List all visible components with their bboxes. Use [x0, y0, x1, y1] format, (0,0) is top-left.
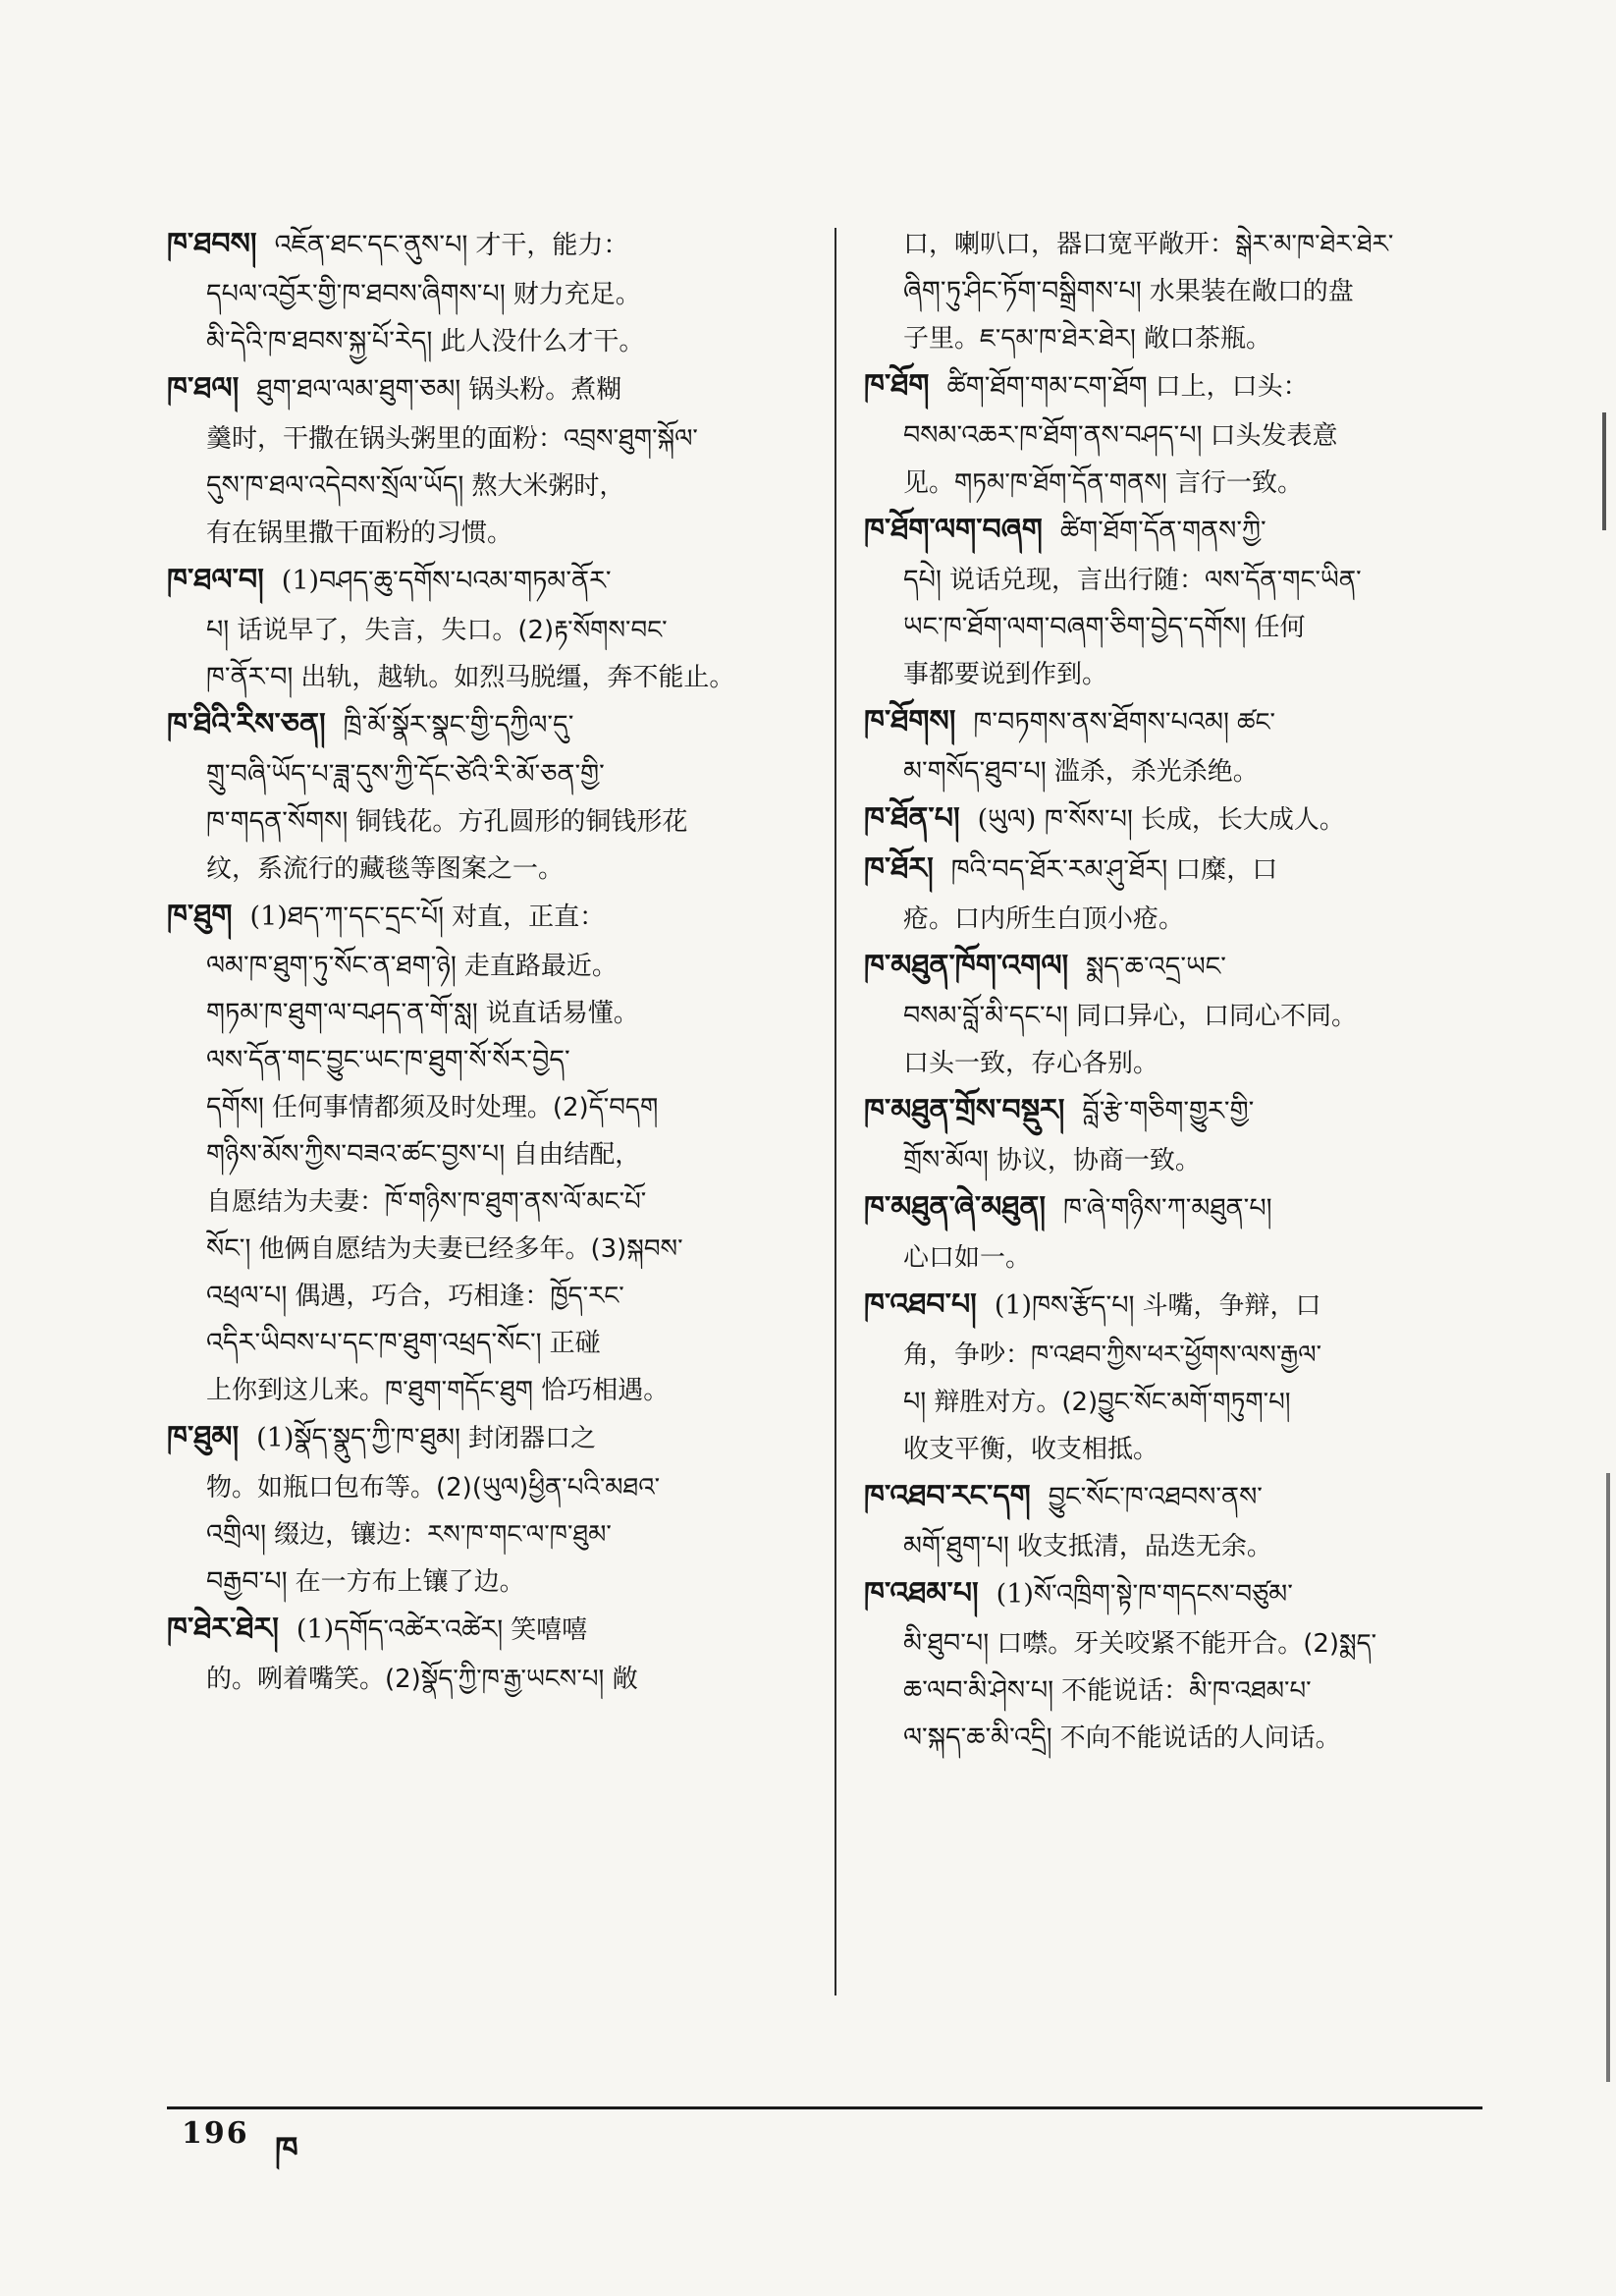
chinese-text: 任何 [1254, 613, 1306, 642]
tibetan-text: འཕྲལ་པ། [206, 1281, 288, 1311]
entry-continuation-line [864, 1332, 1492, 1379]
chinese-definition: 笑嘻嘻 [511, 1615, 588, 1645]
chinese-text: 角，争吵：ཁ་འཐབ་ཀྱིས་ཕར་ཕྱོགས་ལས་རྒྱལ་ [903, 1340, 1322, 1370]
entry-first-line [864, 1473, 1492, 1521]
chinese-text: 偶遇，巧合，巧相逢：ཁྱོད་རང་ [295, 1282, 624, 1311]
headword: ཁ་ཐབས། [167, 227, 257, 261]
entry-continuation-line [167, 751, 795, 798]
entry-continuation-line [864, 1234, 1492, 1282]
entry-continuation-line [864, 1667, 1492, 1715]
chinese-text: 自愿结为夫妻：ཁོ་གཉིས་ཁ་ཐུག་ནས་ལོ་མང་པོ་ [206, 1187, 647, 1217]
tibetan-definition: བྱུང་སོང་ཁ་འཐབས་ནས་ [1048, 1482, 1263, 1512]
entry-first-line [167, 557, 795, 605]
headword: ཁ་མཐུན་གྲོས་བསྡུར། [864, 1093, 1065, 1127]
chinese-text: 他俩自愿结为夫妻已经多年。(3)སྐབས་ [258, 1234, 683, 1264]
entry-first-line [864, 362, 1492, 410]
dictionary-entry [167, 893, 795, 1414]
entry-first-line [864, 507, 1492, 555]
chinese-text: 协议，协商一致。 [996, 1146, 1201, 1175]
entry-continuation-line [167, 1320, 795, 1367]
chinese-text: 说直话易懂。 [485, 999, 639, 1028]
chinese-text: 财力充足。 [512, 280, 641, 309]
entry-continuation-line [864, 1715, 1492, 1762]
chinese-text: 任何事情都须及时处理。(2)དོ་བདག [271, 1093, 659, 1122]
tibetan-definition: (1)སོ་འཁྲིག་སྟེ་ཁ་གདངས་བཙུམ་ [996, 1579, 1293, 1610]
tibetan-text: བརྒྱབ་པ། [206, 1566, 288, 1597]
chinese-text: 口头发表意 [1210, 421, 1338, 451]
entry-continuation-line [167, 1367, 795, 1414]
chinese-text: 铜钱花。方孔圆形的铜钱形花 [355, 807, 688, 837]
tibetan-text: དགོས། [206, 1092, 264, 1122]
tibetan-definition: ཁའི་བད་ཐོར་རམ་ཤུ་ཐོར། [950, 854, 1168, 885]
headword: ཁ་ཐོག་ལག་བཞག [864, 513, 1043, 547]
chinese-text: 不能说话：མི་ཁ་འཐམ་པ་ [1061, 1676, 1312, 1706]
entry-continuation-line [864, 651, 1492, 698]
dictionary-entry [864, 507, 1492, 698]
tibetan-definition: ཚིག་ཐོག་དོན་གནས་ཀྱི་ [1059, 516, 1266, 546]
tibetan-text: བསམ་བློ་མི་དང་པ། [903, 1001, 1068, 1031]
headword: ཁ་ཐོགས། [864, 704, 956, 738]
tibetan-text: གྲོས་མོལ། [903, 1145, 989, 1175]
entry-continuation-line [167, 846, 795, 893]
chinese-definition: 长成，长大成人。 [1140, 805, 1345, 835]
chinese-text: 辩胜对方。(2)བྱུང་སོང་མགོ་གཏུག་པ། [934, 1388, 1291, 1417]
entry-continuation-line [167, 415, 795, 463]
footer-rule [167, 2106, 1482, 2109]
entry-first-line [864, 943, 1492, 991]
tibetan-definition: ཁ་བཏགས་ནས་ཐོགས་པའམ། [973, 707, 1229, 738]
tibetan-definition: སྨད་ཆ་འདྲ་ཡང་ [1086, 952, 1226, 982]
entry-continuation-line [167, 1656, 795, 1703]
entry-continuation-line [167, 1131, 795, 1178]
chinese-text: 心口如一。 [903, 1243, 1032, 1273]
chinese-text: 有在锅里撒干面粉的习惯。 [206, 519, 513, 548]
chinese-text: 见。གཏམ་ཁ་ཐོག་དོན་གནས། 言行一致。 [903, 468, 1304, 498]
tibetan-text: བསམ་འཆར་ཁ་ཐོག་ནས་བཤད་པ། [903, 420, 1203, 451]
left-column [167, 221, 795, 1703]
tibetan-text: ཞིག་ཏུ་ཤིང་ཏོག་བསྒྲིགས་པ། [903, 276, 1142, 306]
tibetan-definition: ཚིག་ཐོག་གམ་ངག་ཐོག [946, 371, 1148, 402]
chinese-definition: 锅头粉。煮糊 [468, 375, 622, 405]
entry-continuation-line [864, 1523, 1492, 1570]
chinese-text: 上你到这儿来。ཁ་ཐུག་གདོང་ཐུག 恰巧相遇。 [206, 1376, 670, 1405]
headword: ཁ་འཐབ་རང་དག [864, 1479, 1031, 1513]
dictionary-entry [167, 365, 795, 557]
headword: ཁ་མཐུན་ཁོག་འགལ། [864, 949, 1069, 983]
entry-continuation-line [864, 412, 1492, 460]
chinese-text: 话说早了，失言，失口。(2)རྟ་སོགས་བང་ [237, 616, 668, 645]
entry-continuation-line [167, 271, 795, 318]
tibetan-text: ཁ་གདན་སོགས། [206, 806, 349, 837]
headword: ཁ་ཐོག [864, 368, 930, 403]
entry-continuation-line [167, 1084, 795, 1131]
tibetan-definition: ཁྲི་མོ་སྣོར་སྣང་གྱི་དཀྱིལ་དུ་ [343, 710, 574, 740]
tibetan-text: འགྲིལ། [206, 1519, 267, 1550]
headword: ཁ་མཐུན་ཞེ་མཐུན། [864, 1190, 1047, 1225]
headword: ཁ་ཐུམ། [167, 1420, 240, 1454]
entry-first-line [167, 365, 795, 413]
chinese-text: 说话兑现，言出行随：ལས་དོན་གང་ཡིན་ [948, 566, 1362, 595]
entry-continuation-line [864, 748, 1492, 795]
edge-mark [1602, 412, 1606, 530]
dictionary-entry [864, 1087, 1492, 1184]
dictionary-entry [167, 557, 795, 701]
headword: ཁ་ཐེར་ཐེར། [167, 1612, 279, 1646]
dictionary-entry [864, 943, 1492, 1087]
headword: ཁ་ཐུག [167, 899, 233, 933]
tibetan-definition: བློ་རྩེ་གཅིག་གྱུར་གྱི་ [1082, 1096, 1255, 1126]
tibetan-definition: འཇོན་ཐང་དང་ནུས་པ། [274, 230, 468, 260]
tibetan-text: མ་གསོད་ཐུབ་པ། [903, 756, 1047, 787]
tibetan-definition: ཐུག་ཐལ་ལམ་ཐུག་ཅམ། [256, 374, 461, 405]
chinese-definition: 口糜，口 [1175, 855, 1278, 885]
entry-continuation-line [167, 607, 795, 654]
dictionary-entry [167, 1606, 795, 1703]
section-letter: ཁ [275, 2130, 298, 2169]
tibetan-text: མི་ཐུབ་པ། [903, 1628, 990, 1659]
tibetan-definition: ཁ་ཞེ་གཉིས་ཀ་མཐུན་པ། [1063, 1193, 1272, 1224]
entry-continuation-line [864, 896, 1492, 943]
chinese-text: 纹，系流行的藏毯等图案之一。 [206, 854, 565, 884]
chinese-text: 羹时，干撒在锅头粥里的面粉：འབྲས་ཐུག་སྐོལ་ [206, 424, 698, 454]
entry-first-line [167, 893, 795, 941]
tibetan-text: སོང་། [206, 1233, 251, 1264]
entry-first-line [167, 221, 795, 269]
chinese-definition: 口上，口头： [1155, 372, 1309, 402]
tibetan-text: ལས་དོན་གང་བྱུང་ཡང་ཁ་ཐུག་སོ་སོར་བྱེད་ [206, 1045, 570, 1075]
tibetan-text: དཔེ། [903, 565, 942, 595]
dictionary-entry [864, 795, 1492, 844]
dictionary-entry [864, 1282, 1492, 1473]
entry-continuation-line [167, 1464, 795, 1511]
chinese-text: 收支平衡，收支相抵。 [903, 1435, 1159, 1464]
dictionary-entry [167, 1414, 795, 1606]
tibetan-text: ལམ་ཁ་ཐུག་ཏུ་སོང་ན་ཐག་ཉེ། [206, 951, 457, 981]
tibetan-text: མི་དེའི་ཁ་ཐབས་སྐྱ་པོ་རེད། [206, 326, 433, 356]
chinese-definition: 对直，正直： [452, 902, 606, 932]
chinese-text: 的。咧着嘴笑。(2)སྣོད་ཀྱི་ཁ་རྒྱ་ཡངས་པ། 敞 [206, 1665, 638, 1694]
chinese-text: 走直路最近。 [463, 952, 618, 981]
dictionary-entry [864, 221, 1492, 362]
entry-continuation-line [864, 1137, 1492, 1184]
entry-continuation-line [167, 798, 795, 846]
dictionary-entry [167, 221, 795, 365]
tibetan-definition: (ཡུལ) ཁ་སོས་པ། [977, 804, 1133, 835]
chinese-text: 出轨，越轨。如烈马脱缰，奔不能止。 [300, 663, 735, 692]
tibetan-definition: (1)བཤད་ཆུ་དགོས་པའམ་གཏམ་ནོར་ [281, 566, 612, 596]
entry-first-line [864, 1184, 1492, 1232]
chinese-text: 收支抵清，品迭无余。 [1016, 1532, 1272, 1561]
tibetan-text: ཆ་ལབ་མི་ཤེས་པ། [903, 1675, 1054, 1706]
page-number: 196 [182, 2116, 249, 2151]
dictionary-entry [864, 698, 1492, 795]
entry-continuation-line [864, 1040, 1492, 1087]
dictionary-entry [167, 701, 795, 893]
chinese-text: 疮。口内所生白顶小疮。 [903, 904, 1185, 934]
headword: ཁ་ཐལ་བ། [167, 563, 264, 597]
headword: ཁ་འཐབ་པ། [864, 1287, 977, 1322]
entry-first-line [864, 1087, 1492, 1135]
entry-continuation-line [864, 221, 1492, 268]
entry-continuation-line [167, 1226, 795, 1273]
dictionary-entry [864, 362, 1492, 507]
tibetan-text: ཡང་ཁ་ཐོག་ལག་བཞག་ཅིག་བྱེད་དགོས། [903, 612, 1247, 642]
headword: ཁ་ཐོན་པ། [864, 801, 960, 836]
chinese-text: 滥杀，杀光杀绝。 [1053, 757, 1259, 787]
tibetan-text: གཉིས་མོས་ཀྱིས་བཟའ་ཚང་བྱས་པ། [206, 1139, 506, 1170]
tibetan-definition: (1)ཁས་རྩོད་པ། [994, 1290, 1135, 1321]
chinese-text: 此人没什么才干。 [440, 327, 645, 356]
tibetan-text: དཔལ་འབྱོར་གྱི་ཁ་ཐབས་ཞིགས་པ། [206, 279, 506, 309]
entry-continuation-line [864, 268, 1492, 315]
tibetan-text: ཁ་ནོར་བ། [206, 662, 294, 692]
chinese-text: 正碰 [549, 1329, 601, 1358]
tibetan-text: གཏམ་ཁ་ཐུག་ལ་བཤད་ན་གོ་སླ། [206, 998, 478, 1028]
tibetan-text: ལ་སྐད་ཆ་མི་འདྲི། [903, 1722, 1052, 1753]
entry-continuation-line [167, 510, 795, 557]
chinese-text: 口噤。牙关咬紧不能开合。(2)སྨད་ [997, 1629, 1377, 1659]
column-divider [835, 228, 836, 1995]
entry-continuation-line [167, 1037, 795, 1084]
entry-first-line [864, 795, 1492, 844]
entry-first-line [864, 698, 1492, 746]
entry-continuation-line [167, 990, 795, 1037]
entry-continuation-line [864, 1379, 1492, 1426]
chinese-text: 水果装在敞口的盘 [1149, 277, 1354, 306]
entry-continuation-line [167, 1178, 795, 1226]
tibetan-definition: (1)སྣོད་སྣུད་ཀྱི་ཁ་ཐུམ། [256, 1423, 460, 1453]
chinese-text: 不向不能说话的人问话。 [1059, 1723, 1341, 1753]
tibetan-text: གྲུ་བཞི་ཡོད་པ་ཟླ་དུས་ཀྱི་དོང་ཙེའི་རི་མོ་ཅན་གྱི་ [206, 759, 605, 790]
entry-continuation-line [864, 993, 1492, 1040]
entry-first-line [864, 846, 1492, 894]
headword: ཁ་འཐམ་པ། [864, 1576, 979, 1611]
tibetan-text: པ། [903, 1387, 927, 1417]
headword: ཁ་ཐོར། [864, 851, 934, 886]
chinese-text: 自由结配， [512, 1140, 641, 1170]
chinese-definition: 才干，能力： [475, 231, 629, 260]
dictionary-entry [864, 1184, 1492, 1282]
chinese-text: 口，喇叭口，器口宽平敞开：སྒེར་མ་ཁ་ཐེར་ཐེར་ [903, 230, 1394, 259]
entry-continuation-line [864, 604, 1492, 651]
tibetan-text: འདིར་ཡིབས་པ་དང་ཁ་ཐུག་འཕྲད་སོང་། [206, 1328, 542, 1358]
entry-first-line [167, 1414, 795, 1462]
chinese-text: 同口异心，口同心不同。 [1075, 1002, 1357, 1031]
chinese-definition: ཚང་ [1236, 708, 1275, 738]
entry-continuation-line [167, 1511, 795, 1558]
chinese-text: 物。如瓶口包布等。(2)(ཡུལ)ཕྱིན་པའི་མཐའ་ [206, 1473, 661, 1503]
entry-first-line [167, 1606, 795, 1654]
chinese-definition: 封闭器口之 [467, 1424, 596, 1453]
entry-continuation-line [167, 318, 795, 365]
entry-first-line [864, 1570, 1492, 1618]
entry-continuation-line [864, 460, 1492, 507]
chinese-definition: 斗嘴，争辩，口 [1142, 1291, 1321, 1321]
dictionary-entry [864, 1570, 1492, 1762]
entry-first-line [167, 701, 795, 749]
dictionary-entry [864, 846, 1492, 943]
chinese-text: 熬大米粥时， [471, 471, 625, 501]
right-column [864, 221, 1492, 1762]
entry-continuation-line [167, 1558, 795, 1606]
tibetan-text: མགོ་ཐུག་པ། [903, 1531, 1009, 1561]
tibetan-definition: (1)དགོད་འཚེར་འཚེར། [296, 1614, 504, 1645]
tibetan-definition: (1)ཐད་ཀ་དང་དྲང་པོ། [249, 902, 445, 932]
headword: ཁ་ཐལ། [167, 371, 240, 406]
headword: ཁ་ཐིའི་རིས་ཅན། [167, 707, 326, 741]
entry-continuation-line [167, 654, 795, 701]
entry-continuation-line [167, 463, 795, 510]
chinese-text: 口头一致，存心各别。 [903, 1049, 1159, 1078]
entry-continuation-line [864, 1426, 1492, 1473]
entry-continuation-line [864, 315, 1492, 362]
tibetan-text: པ། [206, 615, 230, 645]
dictionary-entry [864, 1473, 1492, 1570]
entry-continuation-line [864, 1620, 1492, 1667]
chinese-text: 事都要说到作到。 [903, 660, 1108, 689]
chinese-text: 缀边，镶边：རས་ཁ་གང་ལ་ཁ་ཐུམ་ [274, 1520, 612, 1550]
entry-continuation-line [167, 1273, 795, 1320]
chinese-text: 子里。ཇ་དམ་ཁ་ཐེར་ཐེར། 敞口茶瓶。 [903, 324, 1272, 354]
entry-first-line [864, 1282, 1492, 1330]
edge-mark [1606, 1473, 1610, 2082]
tibetan-text: དུས་ཁ་ཐལ་འདེབས་སྲོལ་ཡོད། [206, 470, 464, 501]
entry-continuation-line [864, 557, 1492, 604]
chinese-text: 在一方布上镶了边。 [295, 1567, 525, 1597]
entry-continuation-line [167, 943, 795, 990]
